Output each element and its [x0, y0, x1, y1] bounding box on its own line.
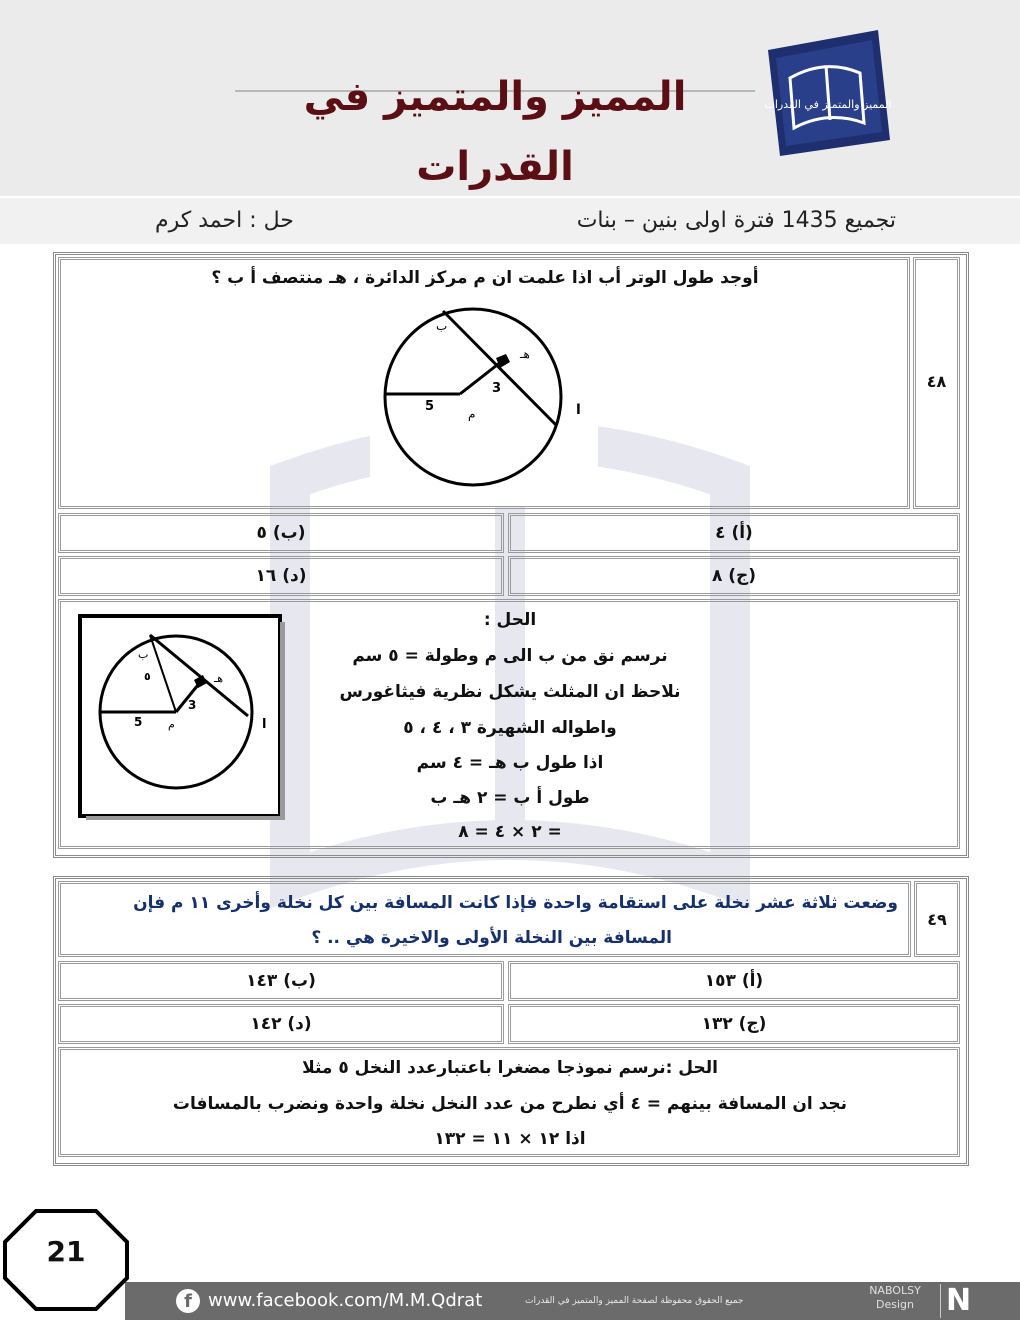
q49-solution-line: الحل :نرسم نموذجا مضغرا باعتبارعدد النخل ٥ مثلا: [302, 1058, 718, 1078]
q48-solution-line: اذا طول ب هـ = ٤ سم: [416, 753, 604, 773]
facebook-icon: f: [176, 1289, 200, 1313]
collection-title: تجميع 1435 فترة اولى بنين – بنات: [576, 208, 896, 233]
fig-label-m: م: [468, 407, 476, 421]
q49-question-line2: المسافة بين النخلة الأولى والاخيرة هي .. ؟: [311, 928, 672, 948]
q49-option-d[interactable]: (د) ١٤٢: [58, 1004, 504, 1044]
q48-solution-line: نلاحظ ان المثلث يشكل نظرية فيثاغورس: [339, 682, 681, 702]
fig-label-5: 5: [425, 399, 435, 414]
fig-label-b: ب: [436, 319, 448, 333]
q49-solution-line: نجد ان المسافة بينهم = ٤ أي نطرح من عدد النخل نخلة واحدة ونضرب بالمسافات: [172, 1094, 848, 1114]
q48-number: ٤٨: [926, 372, 947, 391]
fig-label-h: هـ: [520, 347, 530, 361]
sol-fig-label-h: هـ: [214, 672, 224, 685]
page-number: 21: [46, 1235, 86, 1268]
q48-question-text: أوجد طول الوتر أب اذا علمت ان م مركز الدائرة ، هـ منتصف أ ب ؟: [211, 268, 759, 288]
copyright-notice: جميع الحقوق محفوظة لصفحة المميز والمتميز في القدرات: [525, 1296, 744, 1306]
q48-solution-line: الحل :: [483, 610, 537, 630]
logo: [760, 28, 895, 158]
q48-solution-line: = ٢ × ٤ = ٨: [458, 822, 562, 842]
designer-name: NABOLSY: [869, 1284, 921, 1297]
q48-option-d[interactable]: (د) ١٦: [58, 556, 504, 596]
header-title: المميز والمتميز في القدرات: [303, 74, 687, 190]
q49-number: ٤٩: [927, 910, 947, 929]
designer-logo: N: [940, 1284, 976, 1318]
q49-solution-line: اذا ١٢ × ١١ = ١٣٢: [434, 1129, 586, 1149]
fig-label-a: ا: [576, 402, 581, 418]
q49-option-c[interactable]: (ج) ١٣٢: [508, 1004, 960, 1044]
solver-credit: حل : احمد كرم: [155, 208, 294, 233]
q49-question-line1: وضعت ثلاثة عشر نخلة على استقامة واحدة فإذا كانت المسافة بين كل نخلة وأخرى ١١ م فإن: [133, 893, 898, 913]
q48-solution-line: نرسم نق من ب الى م وطولة = ٥ سم: [352, 646, 668, 666]
sol-fig-label-5-slant: ٥: [144, 670, 151, 683]
logo-text: المميز والمتميز في القدرات: [764, 98, 892, 111]
designer-sub: Design: [876, 1298, 914, 1311]
fig-label-3: 3: [492, 381, 502, 396]
designer-credit: [860, 1284, 930, 1312]
q49-option-b[interactable]: (ب) ١٤٣: [58, 961, 504, 1001]
q48-option-b[interactable]: (ب) ٥: [58, 513, 504, 553]
sol-fig-label-m: م: [168, 718, 175, 731]
sol-fig-label-3: 3: [188, 698, 197, 712]
q48-solution-line: واطواله الشهيرة ٣ ، ٤ ، ٥: [403, 718, 617, 738]
q49-option-a[interactable]: (أ) ١٥٣: [508, 961, 960, 1001]
sol-fig-label-a: ا: [262, 717, 267, 732]
sol-fig-label-5: 5: [134, 715, 143, 729]
q48-option-a[interactable]: (أ) ٤: [508, 513, 960, 553]
q48-solution-line: طول أ ب = ٢ هـ ب: [430, 788, 590, 808]
q48-figure: [370, 296, 598, 506]
q48-option-c[interactable]: (ج) ٨: [508, 556, 960, 596]
sol-fig-label-b: ب: [138, 648, 149, 661]
facebook-link[interactable]: www.facebook.com/M.M.Qdrat: [208, 1290, 483, 1311]
q48-solution-figure: [78, 614, 286, 820]
